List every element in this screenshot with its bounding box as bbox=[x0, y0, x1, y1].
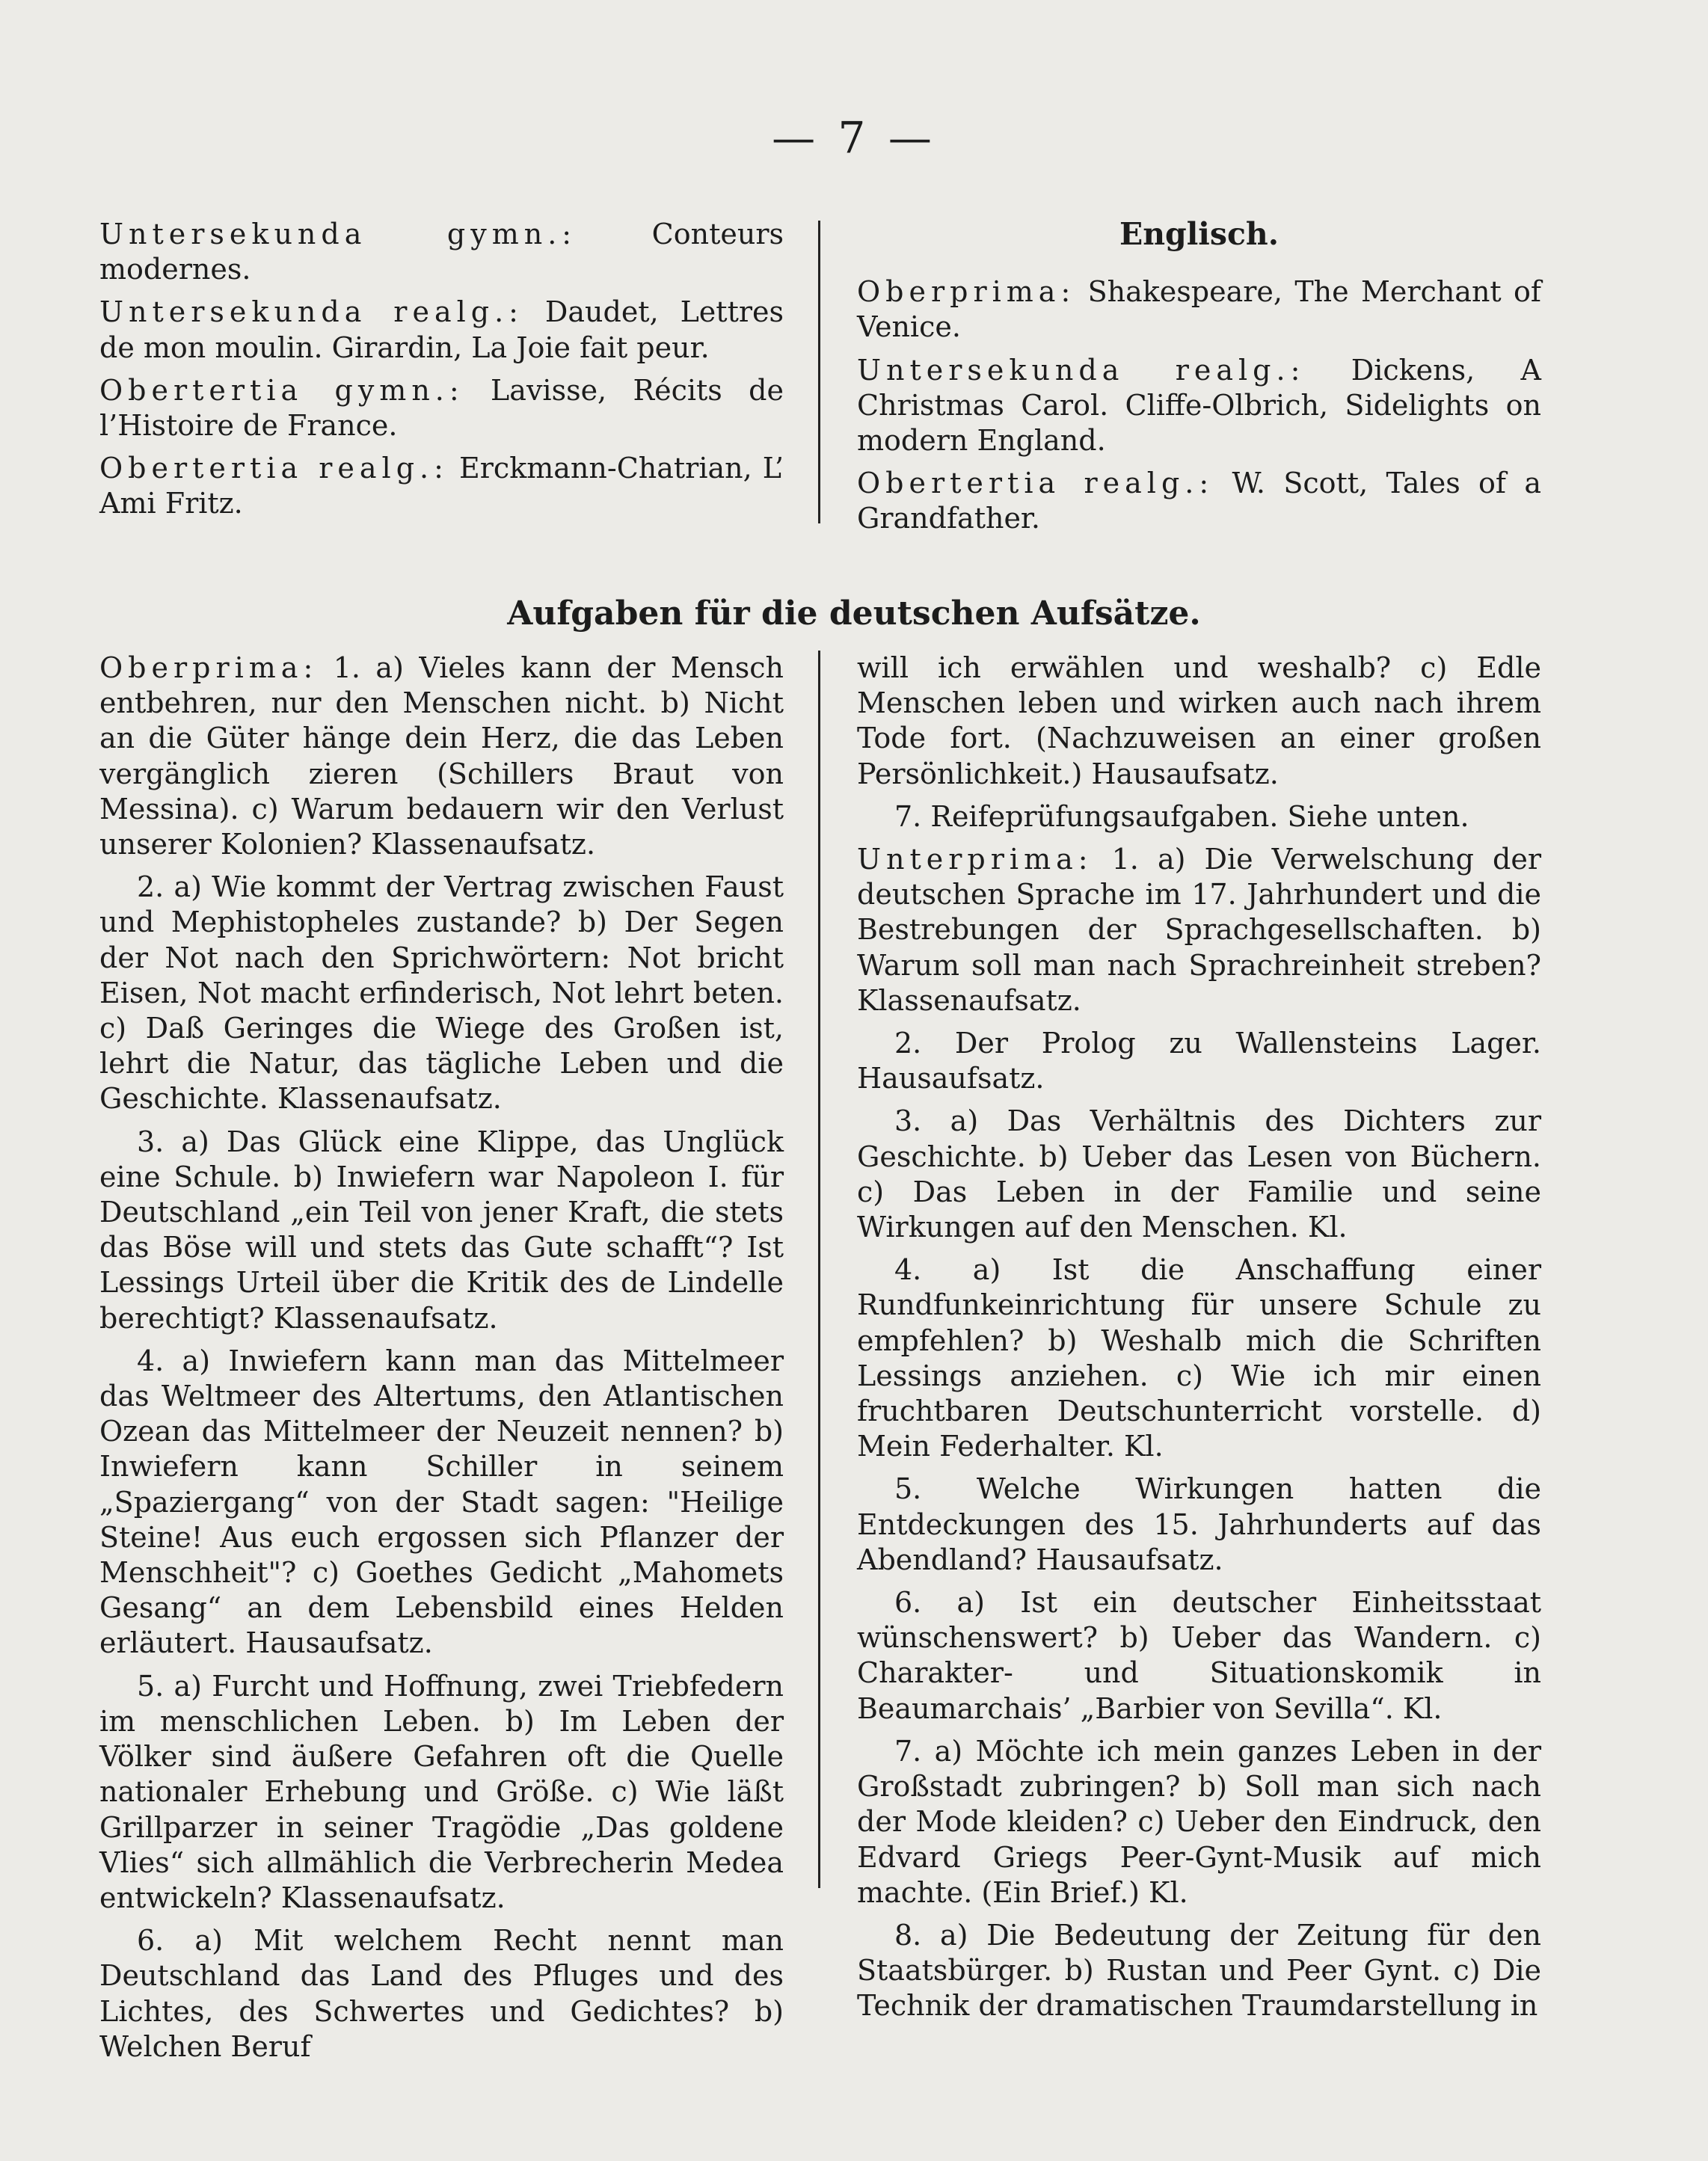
reading-entry: Untersekunda realg.: Daudet, Lettres de mon moulin. Girardin, La Joie fait peur. bbox=[99, 295, 784, 364]
class-label: Unterprima: bbox=[857, 843, 1093, 876]
top-column-rule bbox=[818, 221, 820, 523]
reading-entry: Untersekunda realg.: Dickens, A Christmas Carol. Cliffe-Olbrich, Sidelights on modern England. bbox=[857, 353, 1541, 458]
class-label: Oberprima: bbox=[99, 651, 319, 684]
top-left-column bbox=[99, 217, 784, 529]
essay-item: Unterprima: 1. a) Die Verwelschung der deutschen Sprache im 17. Jahrhundert und die Bestrebungen der Sprachgesellschaften. b) Warum soll man nach Sprachreinheit streben? Klassenaufsatz. bbox=[857, 843, 1541, 1017]
essay-right-column bbox=[857, 651, 1541, 2032]
reading-entry: Obertertia realg.: Erckmann-Chatrian, L’ Ami Fritz. bbox=[99, 452, 784, 520]
essay-item: 3. a) Das Glück eine Klippe, das Unglück eine Schule. b) Inwiefern war Napoleon I. für Deutschland „ein Teil von jener Kraft, die stets das Böse will und stets das Gute schafft“? Ist Lessings Urteil über die Kritik des de Lindelle berechtigt? Klassenaufsatz. bbox=[99, 1125, 784, 1335]
class-label: Untersekunda realg.: bbox=[857, 353, 1306, 387]
essay-item-continuation: will ich erwählen und weshalb? c) Edle Menschen leben und wirken auch nach ihrem Tode fort. (Nachzuweisen an einer großen Persönlichkeit.) Hausaufsatz. bbox=[857, 651, 1541, 790]
essay-item: 4. a) Inwiefern kann man das Mittelmeer das Weltmeer des Altertums, den Atlantischen Ozean das Mittelmeer der Neuzeit nennen? b) Inwiefern kann Schiller in seinem „Spaziergang“ von der Stadt sagen: "Heilige Steine! Aus euch ergossen sich Pflanzer der Menschheit"? c) Goethes Gedicht „Mahomets Gesang“ an dem Lebensbild eines Helden erläutert. Hausaufsatz. bbox=[99, 1344, 784, 1660]
class-label: Untersekunda gymn.: bbox=[99, 218, 577, 250]
essay-item: 7. a) Möchte ich mein ganzes Leben in der Großstadt zubringen? b) Soll man sich nach der Mode kleiden? c) Ueber den Eindruck, den Edvard Griegs Peer-Gynt-Musik auf mich machte. (Ein Brief.) Kl. bbox=[857, 1734, 1541, 1909]
english-heading: Englisch. bbox=[1119, 216, 1279, 252]
class-label: Obertertia realg.: bbox=[857, 467, 1214, 500]
essay-item: 2. a) Wie kommt der Vertrag zwischen Faust und Mephistopheles zustande? b) Der Segen der Not nach den Sprichwörtern: Not bricht Eisen, Not macht erfinderisch, Not lehrt beten. c) Daß Geringes die Wiege des Großen ist, lehrt die Natur, das tägliche Leben und die Geschichte. Klassenaufsatz. bbox=[99, 870, 784, 1116]
essay-item: Oberprima: 1. a) Vieles kann der Mensch entbehren, nur den Menschen nicht. b) Nicht an die Güter hänge dein Herz, die das Leben vergänglich zieren (Schillers Braut von Messina). c) Warum bedauern wir den Verlust unserer Kolonien? Klassenaufsatz. bbox=[99, 651, 784, 861]
reading-entry: Untersekunda gymn.: Conteurs modernes. bbox=[99, 218, 784, 286]
reading-entry: Obertertia gymn.: Lavisse, Récits de l’Histoire de France. bbox=[99, 373, 784, 443]
essay-item: 5. a) Furcht und Hoffnung, zwei Triebfedern im menschlichen Leben. b) Im Leben der Völker sind äußere Gefahren oft die Quelle nationaler Erhebung und Größe. c) Wie läßt Grillparzer in seiner Tragödie „Das goldene Vlies“ sich allmählich die Verbrecherin Medea entwickeln? Klassenaufsatz. bbox=[99, 1669, 784, 1914]
essay-item: 6. a) Ist ein deutscher Einheitsstaat wünschenswert? b) Ueber das Wandern. c) Charakter- und Situationskomik in Beaumarchais’ „Barbier von Sevilla“. Kl. bbox=[857, 1586, 1541, 1725]
reading-entry: Oberprima: Shakespeare, The Merchant of Venice. bbox=[857, 275, 1541, 344]
class-label: Oberprima: bbox=[857, 275, 1076, 309]
class-label: Obertertia gymn.: bbox=[99, 373, 464, 407]
top-right-column bbox=[857, 217, 1541, 544]
essay-item: 6. a) Mit welchem Recht nennt man Deutschland das Land des Pfluges und des Lichtes, des Schwertes und Gedichtes? b) Welchen Beruf bbox=[99, 1924, 784, 2063]
essay-item: 2. Der Prolog zu Wallensteins Lager. Hausaufsatz. bbox=[857, 1027, 1541, 1095]
essay-item: 4. a) Ist die Anschaffung einer Rundfunkeinrichtung für unsere Schule zu empfehlen? b) Weshalb mich die Schriften Lessings anziehen. c) Wie ich mir einen fruchtbaren Deutschunterricht vorstelle. d) Mein Federhalter. Kl. bbox=[857, 1253, 1541, 1463]
essay-item: 7. Reifeprüfungsaufgaben. Siehe unten. bbox=[894, 799, 1469, 833]
reading-entry: Obertertia realg.: W. Scott, Tales of a Grandfather. bbox=[857, 467, 1541, 535]
bottom-column-rule bbox=[818, 651, 820, 1888]
class-label: Untersekunda realg.: bbox=[99, 295, 523, 329]
section-heading: Aufgaben für die deutschen Aufsätze. bbox=[507, 594, 1201, 633]
essay-item: 3. a) Das Verhältnis des Dichters zur Geschichte. b) Ueber das Lesen von Büchern. c) Das Leben in der Familie und seine Wirkungen auf den Menschen. Kl. bbox=[857, 1104, 1541, 1244]
essay-item: 8. a) Die Bedeutung der Zeitung für den Staatsbürger. b) Rustan und Peer Gynt. c) Die Technik der dramatischen Traumdarstellung in bbox=[857, 1918, 1541, 2023]
page-number: — 7 — bbox=[772, 112, 936, 163]
essay-left-column bbox=[99, 651, 784, 2072]
class-label: Obertertia realg.: bbox=[99, 452, 449, 485]
essay-item: 5. Welche Wirkungen hatten die Entdeckungen des 15. Jahrhunderts auf das Abendland? Hausaufsatz. bbox=[857, 1472, 1541, 1576]
